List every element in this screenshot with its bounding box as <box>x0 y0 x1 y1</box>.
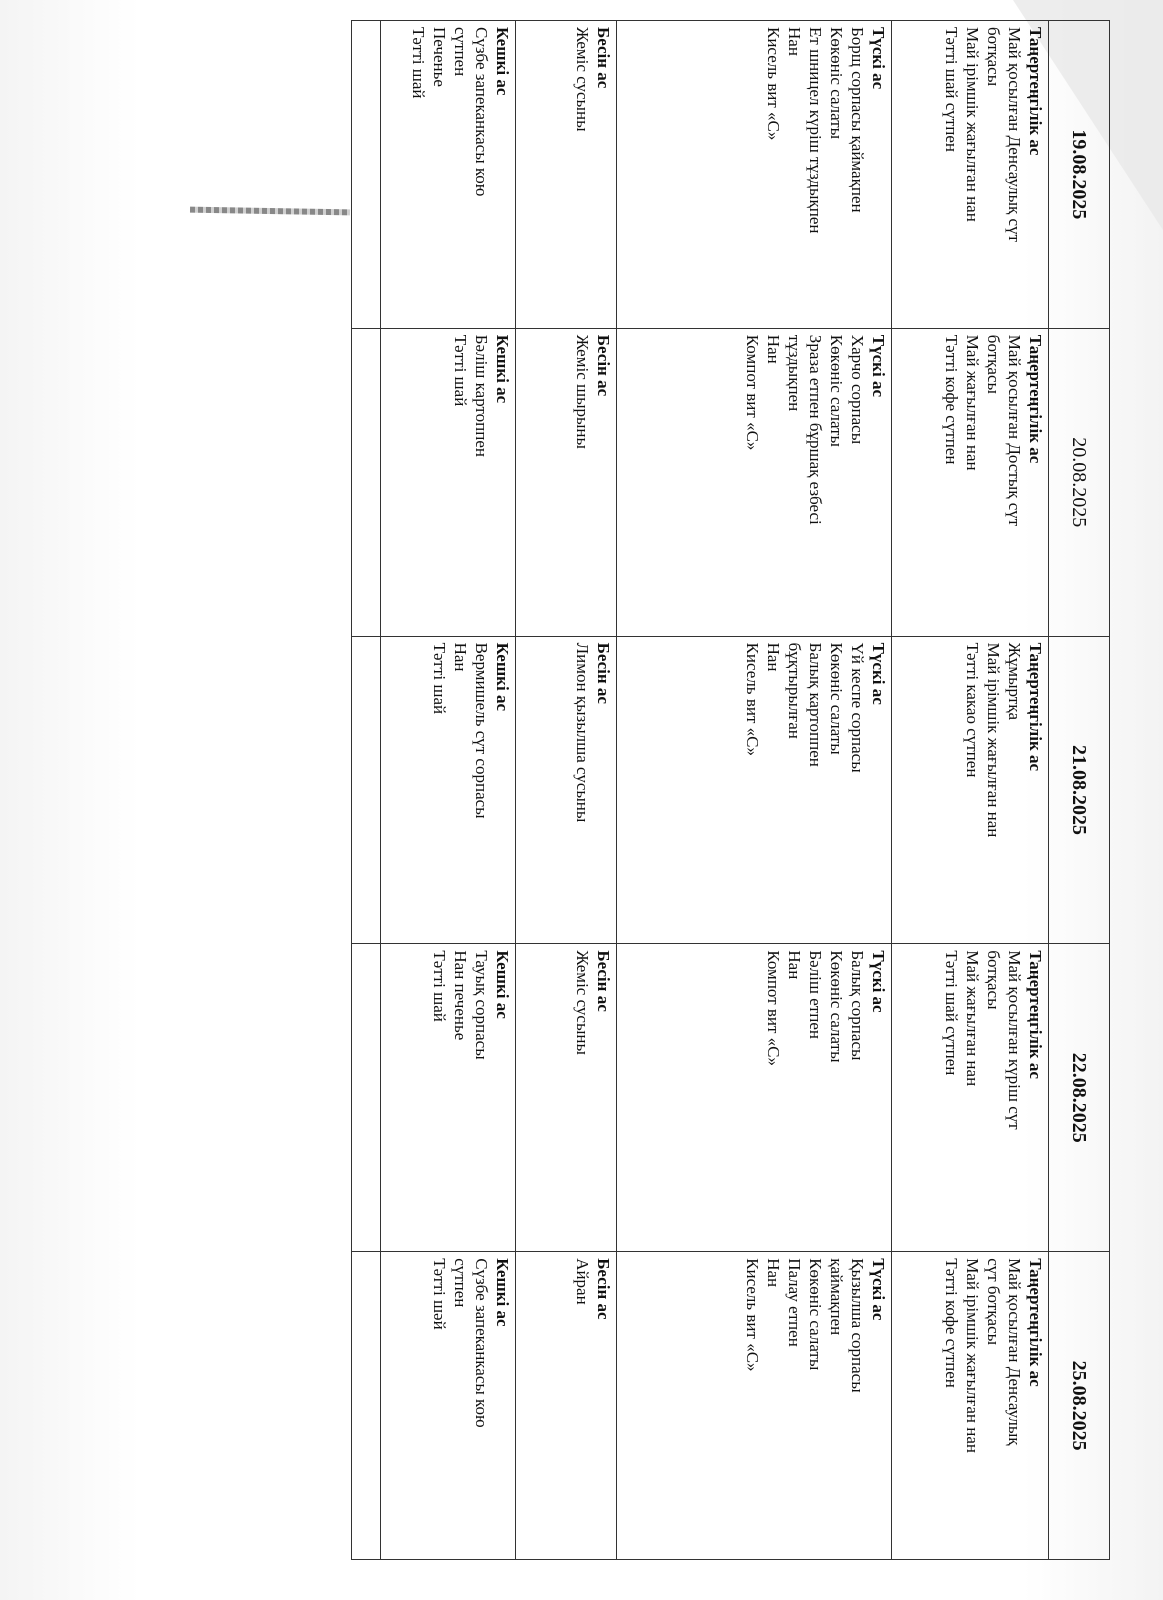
dinner-row <box>381 21 516 1560</box>
empty-cell <box>352 328 381 636</box>
breakfast-cell <box>892 944 1049 1252</box>
menu-item-line: Май қосылған Денсаулық <box>1005 1258 1024 1446</box>
meal-title: Түскі ас <box>869 27 888 90</box>
snack-cell <box>516 636 617 944</box>
meal-title: Бесін ас <box>594 334 613 397</box>
dinner-cell <box>381 21 516 329</box>
breakfast-cell <box>892 1252 1049 1560</box>
meal-title: Бесін ас <box>594 642 613 704</box>
meal-title: Бесін ас <box>594 950 613 1012</box>
snack-cell <box>516 328 617 636</box>
empty-cell <box>352 21 381 329</box>
menu-item-line: ботқасы <box>984 27 1003 87</box>
breakfast-cell <box>892 21 1049 329</box>
menu-item-line: Жеміс шырыны <box>573 334 592 449</box>
lunch-cell <box>617 944 892 1252</box>
meal-title: Кешкі ас <box>493 642 512 711</box>
empty-cell <box>352 636 381 944</box>
meal-title: Бесін ас <box>594 1258 613 1320</box>
menu-item-line: Компот вит «С» <box>743 334 762 451</box>
menu-item-line: Тәтті шай <box>451 334 470 407</box>
menu-item-line: Тәтті шай <box>409 27 428 99</box>
menu-item-line: Вермишель сүт сорпасы <box>472 642 491 819</box>
menu-item-line: Печенье <box>430 27 449 87</box>
menu-item-line: Тауық сорпасы <box>472 950 491 1060</box>
menu-item-line: Кисель вит «С» <box>743 1258 762 1372</box>
menu-item-line: Кисель вит «С» <box>764 27 783 141</box>
menu-item-line: Май қосылған күріш сүт <box>1005 950 1024 1130</box>
menu-item-line: Балық картоппен <box>806 642 825 767</box>
menu-item-line: Нан <box>785 950 804 980</box>
menu-item-line: Үй кеспе сорпасы <box>848 642 867 773</box>
menu-item-line: Май қосылған Достық сүт <box>1005 334 1024 527</box>
menu-item-line: сүтпен <box>451 27 470 77</box>
menu-item-line: Май жағылған нан <box>963 334 982 471</box>
menu-item-line: Нан <box>764 642 783 672</box>
breakfast-row <box>892 21 1049 1560</box>
date-header: 19.08.2025 <box>1049 21 1110 329</box>
menu-item-line: Кисель вит «С» <box>743 642 762 756</box>
menu-item-line: Нан <box>764 334 783 364</box>
menu-item-line: тұздықпен <box>785 334 804 412</box>
menu-item-line: Май жағылған нан <box>963 950 982 1087</box>
meal-title: Бесін ас <box>594 27 613 89</box>
menu-item-line: Тәтті шәй <box>430 1258 449 1330</box>
date-header: 21.08.2025 <box>1049 636 1110 944</box>
menu-item-line: Сүзбе запеканкасы кою <box>472 27 491 197</box>
menu-item-line: Тәтті шай <box>430 950 449 1022</box>
meal-title: Кешкі ас <box>493 27 512 96</box>
date-header: 20.08.2025 <box>1049 328 1110 636</box>
menu-item-line: Қызылша сорпасы <box>848 1258 867 1393</box>
menu-item-line: бұқтырылған <box>785 642 804 739</box>
menu-item-line: Нан <box>785 27 804 56</box>
menu-item-line: Көкөніс салаты <box>827 27 846 140</box>
breakfast-cell <box>892 328 1049 636</box>
empty-row <box>352 21 381 1560</box>
menu-item-line: Көкөніс салаты <box>827 334 846 447</box>
menu-item-line: Жеміс сусыны <box>573 27 592 132</box>
menu-item-line: Балық сорпасы <box>848 950 867 1061</box>
menu-item-line: сүтпен <box>451 1258 470 1308</box>
menu-item-line: Бәліш етпен <box>806 950 825 1039</box>
menu-item-line: Лимон қызылша сусыны <box>573 642 592 823</box>
menu-item-line: Зраза етпен бұршақ езбесі <box>806 334 825 525</box>
menu-item-line: Нан <box>451 642 470 672</box>
empty-cell <box>352 1252 381 1560</box>
menu-item-line: Палау етпен <box>785 1258 804 1347</box>
menu-item-line: сүт ботқасы <box>984 1258 1003 1346</box>
date-header: 22.08.2025 <box>1049 944 1110 1252</box>
menu-item-line: Көкөніс салаты <box>827 950 846 1063</box>
snack-cell <box>516 21 617 329</box>
snack-cell <box>516 1252 617 1560</box>
rotated-menu-sheet <box>370 20 1110 1580</box>
menu-item-line: Жеміс сусыны <box>573 950 592 1055</box>
lunch-row <box>617 21 892 1560</box>
snack-row <box>516 21 617 1560</box>
meal-title: Таңертеңгілік ас <box>1026 1258 1045 1387</box>
meal-title: Түскі ас <box>869 642 888 705</box>
date-header-row <box>1049 21 1110 1560</box>
menu-item-line: Май ірімшік жағылған нан <box>963 27 982 222</box>
meal-title: Түскі ас <box>869 334 888 397</box>
snack-cell <box>516 944 617 1252</box>
breakfast-cell <box>892 636 1049 944</box>
menu-item-line: Нан печенье <box>451 950 470 1041</box>
menu-item-line: ботқасы <box>984 950 1003 1010</box>
lunch-cell <box>617 328 892 636</box>
menu-item-line: Бәліш картоппен <box>472 334 491 458</box>
menu-item-line: Тәтті шай сүтпен <box>942 27 961 152</box>
menu-item-line: Май ірімшік жағылған нан <box>984 642 1003 838</box>
menu-item-line: қаймақпен <box>827 1258 846 1336</box>
meal-title: Таңертеңгілік ас <box>1026 642 1045 772</box>
dinner-cell <box>381 1252 516 1560</box>
menu-item-line: Нан <box>764 1258 783 1288</box>
dinner-cell <box>381 944 516 1252</box>
menu-item-line: Ет шницел күріш тұздықпен <box>806 27 825 234</box>
meal-title: Таңертеңгілік ас <box>1026 27 1045 156</box>
dinner-cell <box>381 636 516 944</box>
meal-title: Түскі ас <box>869 1258 888 1321</box>
lunch-cell <box>617 636 892 944</box>
menu-item-line: Тәтті кофе сүтпен <box>942 334 961 465</box>
menu-item-line: Көкөніс салаты <box>827 642 846 755</box>
meal-title: Кешкі ас <box>493 950 512 1019</box>
menu-item-line: Көкөніс салаты <box>806 1258 825 1371</box>
menu-item-line: Харчо сорпасы <box>848 334 867 445</box>
menu-item-line: Жұмыртқа <box>1005 642 1024 721</box>
meal-title: Түскі ас <box>869 950 888 1013</box>
meal-title: Кешкі ас <box>493 334 512 404</box>
dinner-cell <box>381 328 516 636</box>
menu-table <box>351 20 1110 1560</box>
menu-item-line: Сүзбе запеканкасы кою <box>472 1258 491 1428</box>
menu-item-line: Май қосылған Денсаулық сүт <box>1005 27 1024 243</box>
meal-title: Кешкі ас <box>493 1258 512 1327</box>
menu-item-line: ботқасы <box>984 334 1003 394</box>
menu-item-line: Тәтті шай сүтпен <box>942 950 961 1076</box>
menu-item-line: Тәтті шай <box>430 642 449 715</box>
date-header: 25.08.2025 <box>1049 1252 1110 1560</box>
empty-cell <box>352 944 381 1252</box>
menu-item-line: Тәтті кофе сүтпен <box>942 1258 961 1388</box>
menu-item-line: Тәтті какао сүтпен <box>963 642 982 778</box>
menu-item-line: Айран <box>573 1258 592 1305</box>
menu-item-line: Компот вит «С» <box>764 950 783 1067</box>
lunch-cell <box>617 21 892 329</box>
lunch-cell <box>617 1252 892 1560</box>
menu-item-line: Май ірімшік жағылған нан <box>963 1258 982 1453</box>
meal-title: Таңертеңгілік ас <box>1026 950 1045 1079</box>
menu-item-line: Борщ сорпасы қаймақпен <box>848 27 867 213</box>
meal-title: Таңертеңгілік ас <box>1026 334 1045 464</box>
